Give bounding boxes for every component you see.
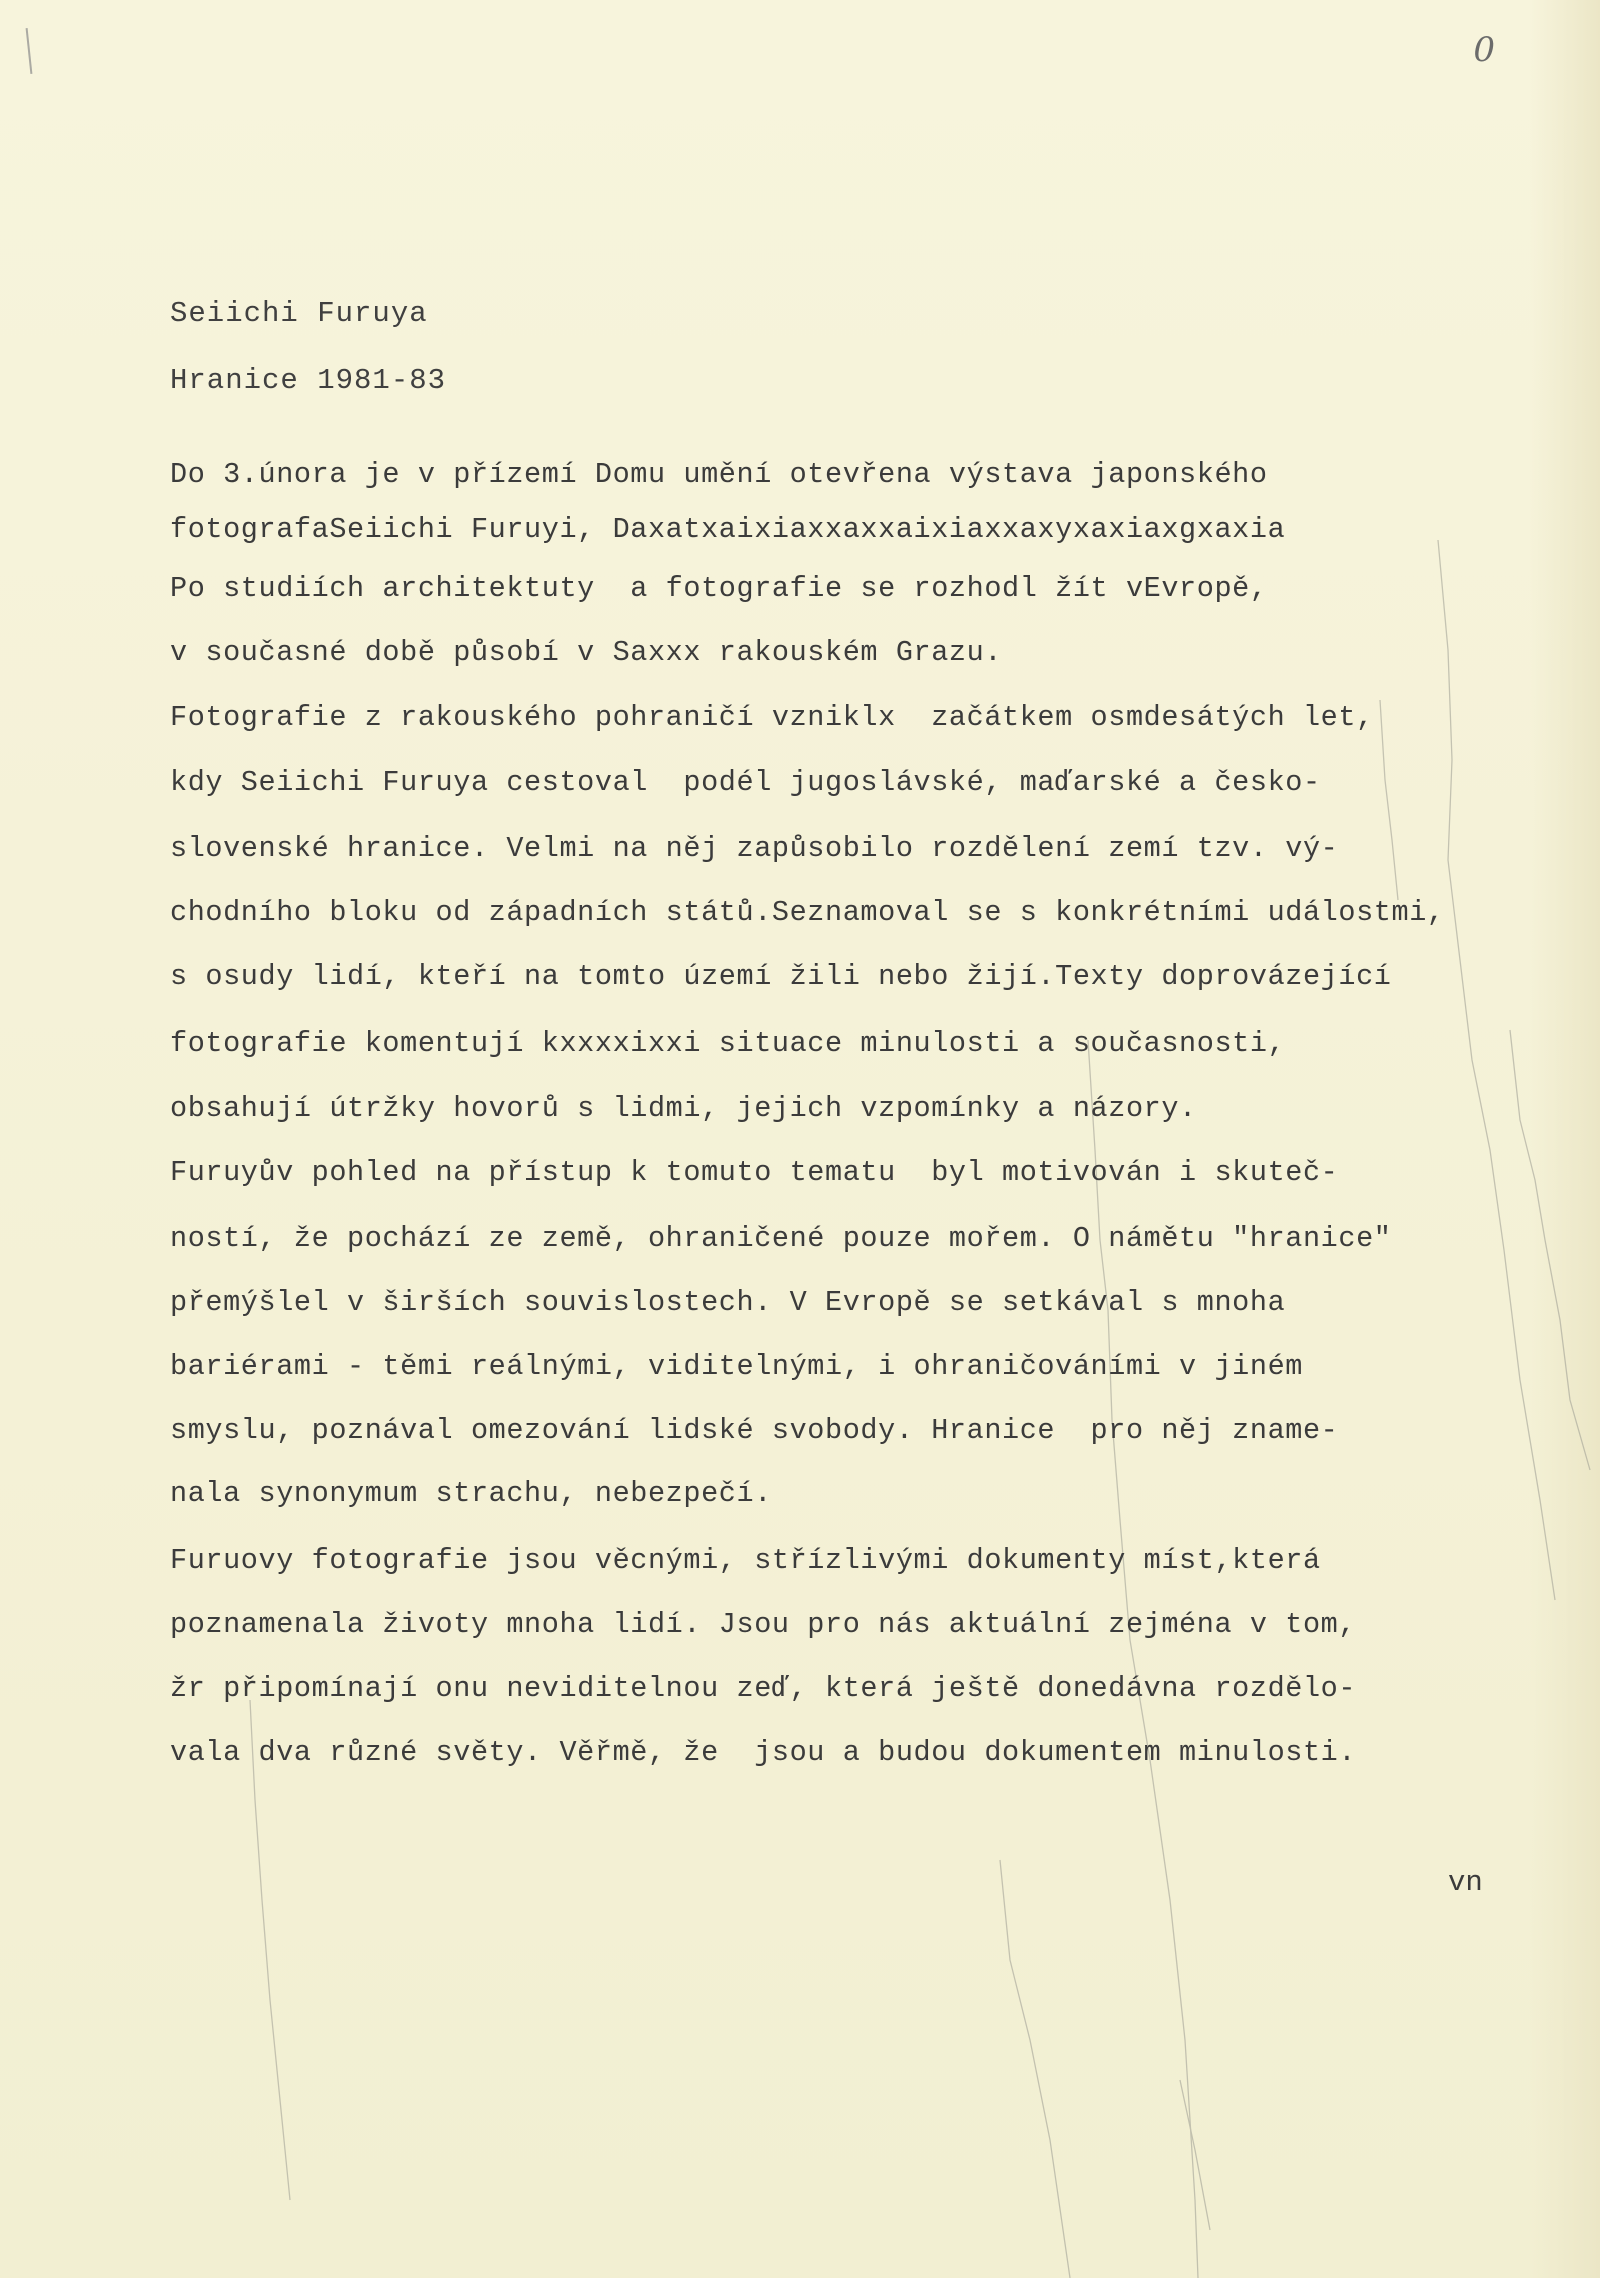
text-line: v současné době působí v Saxxx rakouském Grazu. [170,636,1003,669]
text-line: ností, že pochází ze země, ohraničené pouze mořem. O námětu "hranice" [170,1222,1392,1255]
text-line: Fotografie z rakouského pohraničí vzniklx začátkem osmdesátých let, [170,701,1374,734]
signature-initials: vn [1448,1866,1483,1899]
exhibition-title: Hranice 1981-83 [170,364,447,397]
text-line: bariérami - těmi reálnými, viditelnými, i ohraničováními v jiném [170,1350,1303,1383]
text-line: kdy Seiichi Furuya cestoval podél jugoslávské, maďarské a česko- [170,766,1321,799]
text-line: Do 3.února je v přízemí Domu umění otevřena výstava japonského [170,458,1268,491]
text-line: Po studiích architektuty a fotografie se rozhodl žít vEvropě, [170,572,1268,605]
text-line: Furuovy fotografie jsou věcnými, střízlivými dokumenty míst,která [170,1544,1321,1577]
handwritten-page-mark: 0 [1473,30,1495,70]
text-line: žr připomínají onu neviditelnou zeď, která ještě donedávna rozdělo- [170,1672,1357,1705]
text-line: slovenské hranice. Velmi na něj zapůsobilo rozdělení zemí tzv. vý- [170,832,1339,865]
text-line: fotografaSeiichi Furuyi, Daxatxaixiaxxaxxaixiaxxaxyxaxiaxgxaxia [170,513,1286,546]
text-line: poznamenala životy mnoha lidí. Jsou pro nás aktuální zejména v tom, [170,1608,1357,1641]
text-line: chodního bloku od západních států.Seznamoval se s konkrétními událostmi, [170,896,1445,929]
text-line: smyslu, poznával omezování lidské svobody. Hranice pro něj zname- [170,1414,1339,1447]
text-line: s osudy lidí, kteří na tomto území žili nebo žijí.Texty doprovázející [170,960,1392,993]
text-line: fotografie komentují kxxxxixxi situace minulosti a současnosti, [170,1027,1286,1060]
text-line: obsahují útržky hovorů s lidmi, jejich vzpomínky a názory. [170,1092,1197,1125]
text-line: Furuyův pohled na přístup k tomuto tematu byl motivován i skuteč- [170,1156,1339,1189]
text-line: vala dva různé světy. Věřmě, že jsou a budou dokumentem minulosti. [170,1736,1357,1769]
text-line: nala synonymum strachu, nebezpečí. [170,1477,772,1510]
text-line: přemýšlel v širších souvislostech. V Evropě se setkával s mnoha [170,1286,1286,1319]
author-name: Seiichi Furuya [170,297,428,330]
